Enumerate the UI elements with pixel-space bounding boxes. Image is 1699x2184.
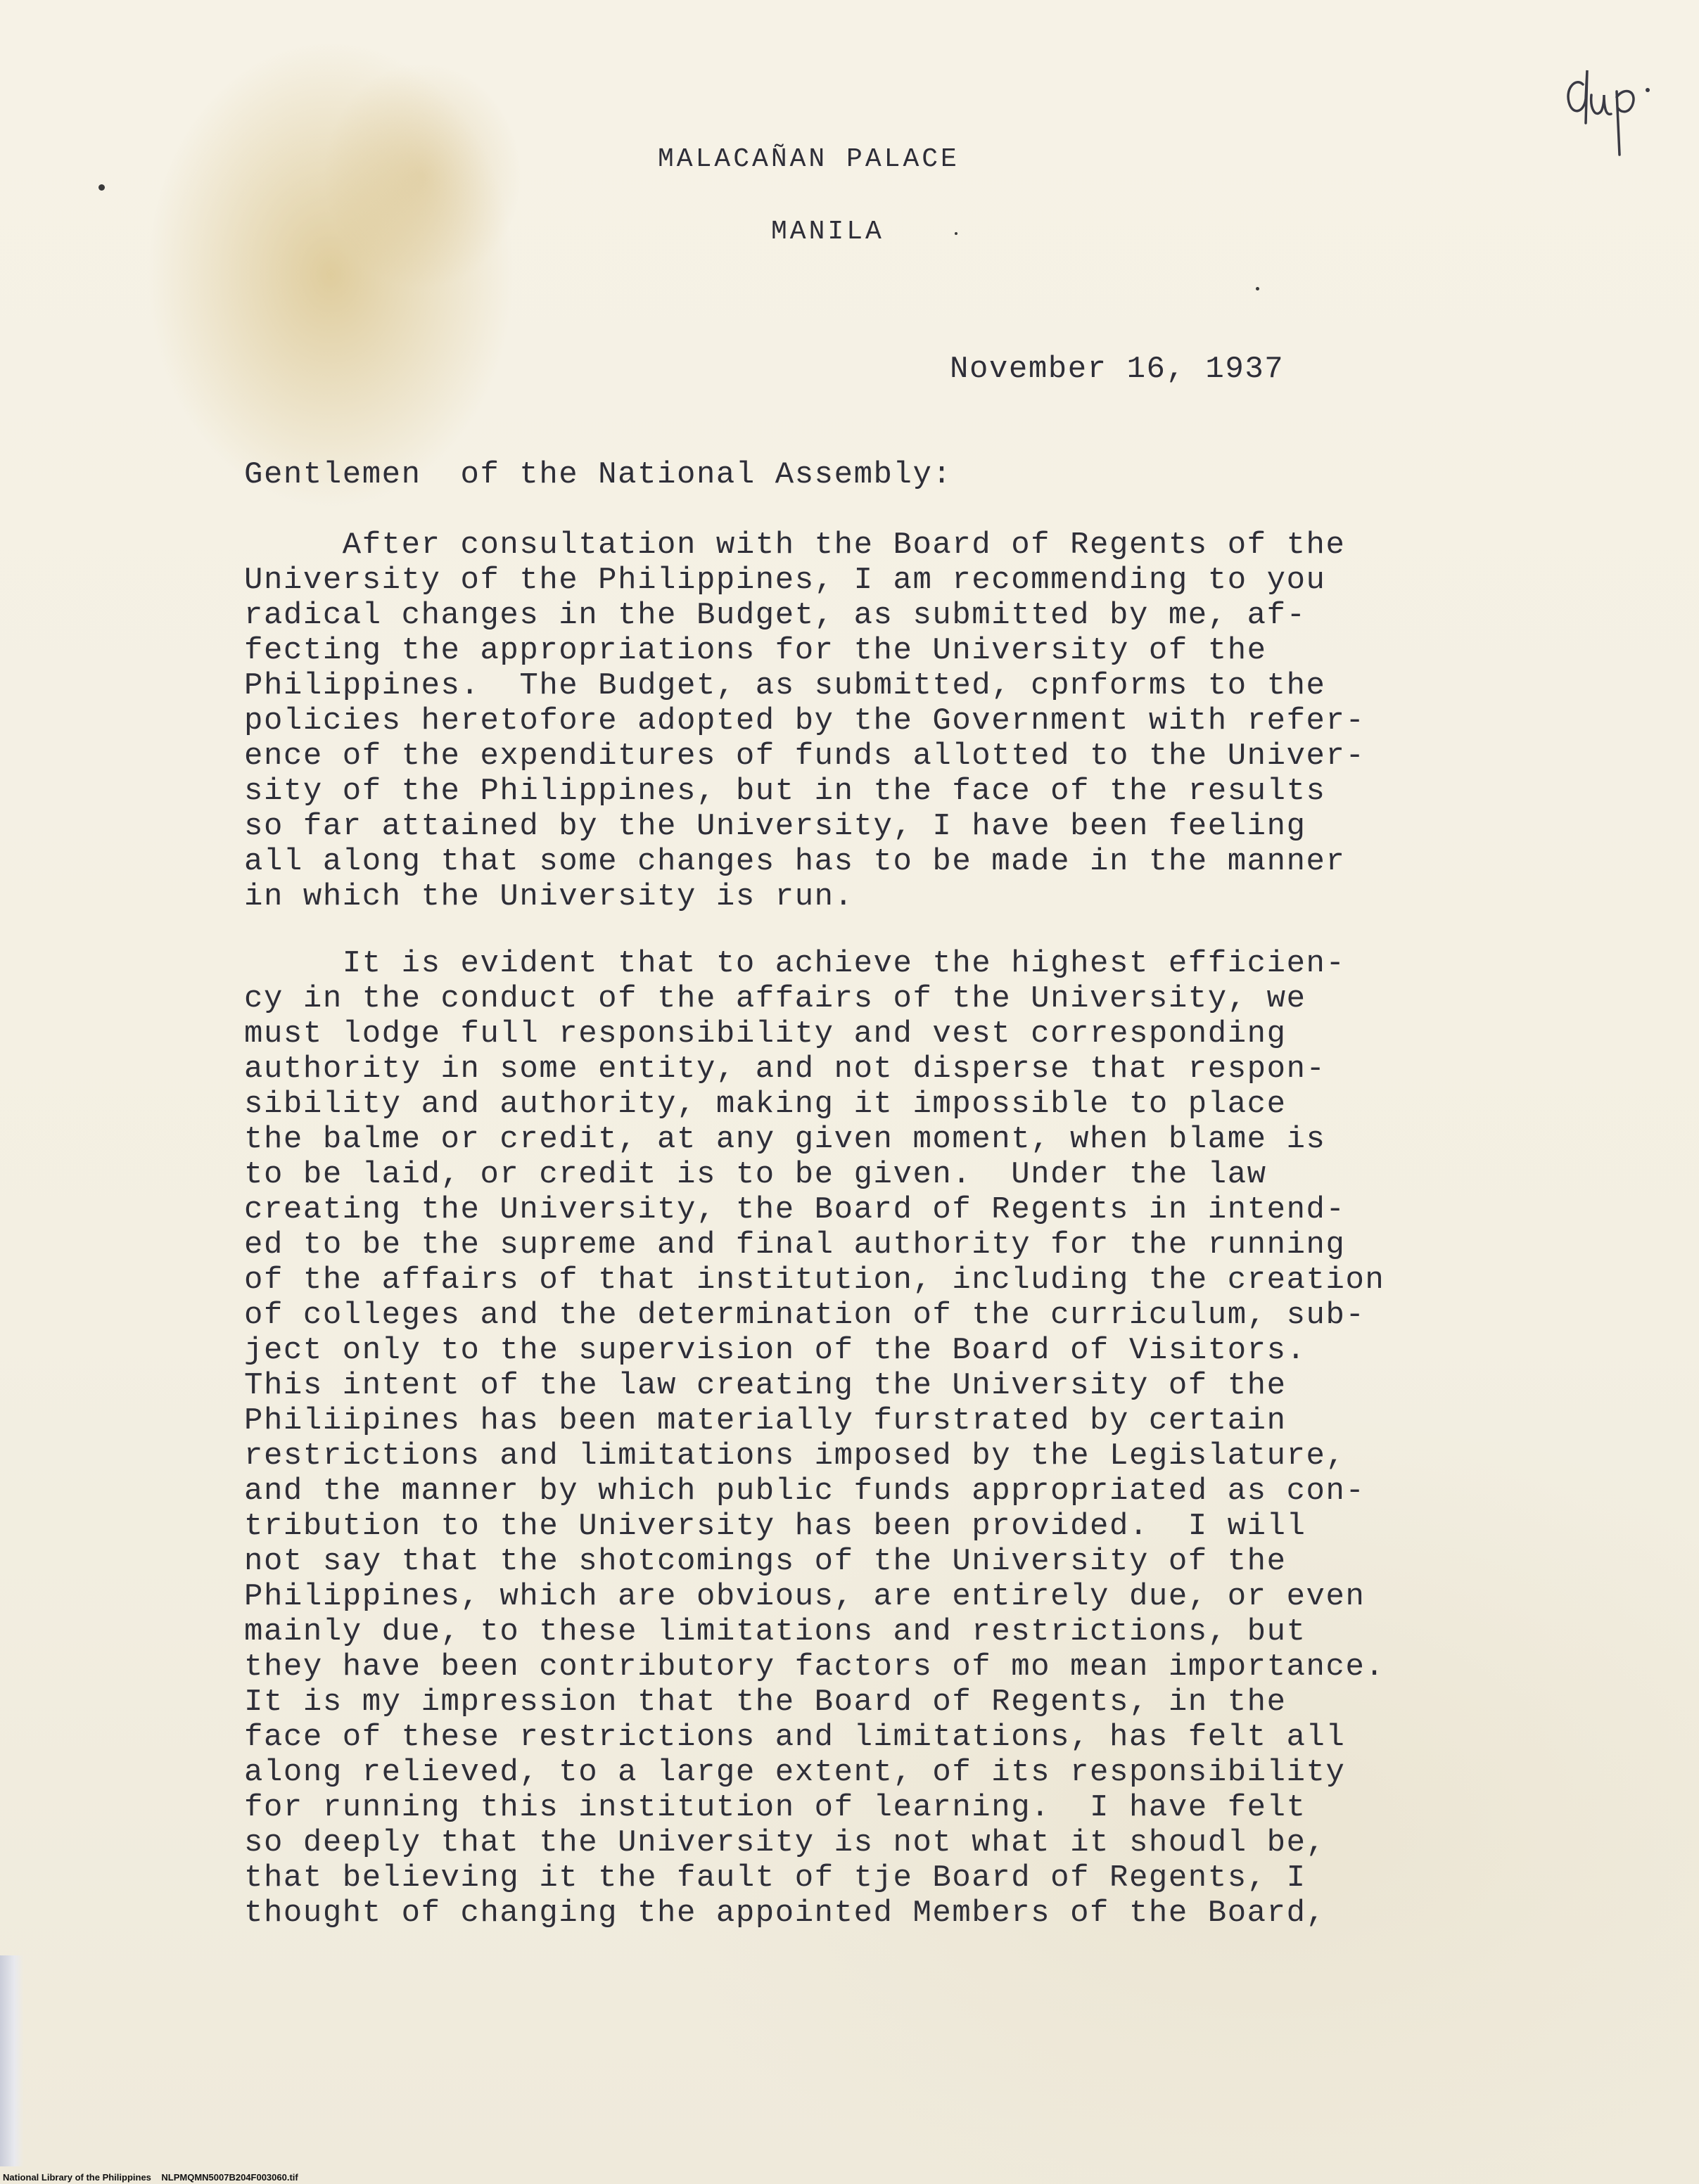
letterhead-title: MALACAÑAN PALACE (658, 144, 960, 174)
paragraph-line: radical changes in the Budget, as submitted by me, af- (244, 598, 1306, 633)
paragraph-line: for running this institution of learning. I have felt (244, 1790, 1306, 1825)
paragraph-line: all along that some changes has to be made in the manner (244, 844, 1346, 879)
paragraph-line: so far attained by the University, I have been feeling (244, 809, 1306, 844)
paragraph-line: policies heretofore adopted by the Government with refer- (244, 703, 1366, 739)
paragraph-line: It is my impression that the Board of Regents, in the (244, 1685, 1287, 1720)
paragraph-line: creating the University, the Board of Regents in intend- (244, 1192, 1346, 1227)
handwritten-dup-annotation (1555, 56, 1660, 162)
archive-file-id: NLPMQMN5007B204F003060.tif (161, 2172, 298, 2183)
paragraph-line: mainly due, to these limitations and restrictions, but (244, 1614, 1306, 1649)
paragraph-line: Philippines. The Budget, as submitted, cpnforms to the (244, 668, 1326, 703)
paragraph-line: cy in the conduct of the affairs of the University, we (244, 981, 1306, 1016)
paragraph-line: that believing it the fault of tje Board of Regents, I (244, 1860, 1306, 1896)
paragraph-line: of the affairs of that institution, including the creation (244, 1263, 1385, 1298)
paragraph-line: thought of changing the appointed Members of the Board, (244, 1896, 1326, 1931)
letter-date: November 16, 1937 (950, 352, 1285, 387)
paragraph-line: ence of the expenditures of funds allotted to the Univer- (244, 739, 1366, 774)
paragraph-line: and the manner by which public funds appropriated as con- (244, 1474, 1366, 1509)
paragraph-line: must lodge full responsibility and vest corresponding (244, 1016, 1287, 1052)
salutation: Gentlemen of the National Assembly: (244, 457, 953, 492)
paragraph-line: Philiipines has been materially furstrated by certain (244, 1403, 1287, 1438)
paragraph-line: sibility and authority, making it impossible to place (244, 1087, 1287, 1122)
paragraph-line: to be laid, or credit is to be given. Under the law (244, 1157, 1267, 1192)
paragraph-line: so deeply that the University is not what it shoudl be, (244, 1825, 1326, 1860)
paper-speck (1256, 287, 1259, 290)
letterhead-city: MANILA (771, 217, 884, 247)
paragraph-line: ject only to the supervision of the Board of Visitors. (244, 1333, 1306, 1368)
paragraph-line: ed to be the supreme and final authority for the running (244, 1227, 1346, 1263)
paragraph-line: of colleges and the determination of the curriculum, sub- (244, 1298, 1366, 1333)
paper-speck (955, 232, 957, 235)
paragraph-line: restrictions and limitations imposed by the Legislature, (244, 1438, 1346, 1474)
paragraph-line: After consultation with the Board of Regents of the (244, 528, 1346, 563)
paragraph-line: face of these restrictions and limitations, has felt all (244, 1720, 1346, 1755)
paragraph-line: in which the University is run. (244, 879, 854, 914)
paragraph-line: fecting the appropriations for the University of the (244, 633, 1267, 668)
paragraph-line: It is evident that to achieve the highest efficien- (244, 946, 1346, 981)
paragraph-line: not say that the shotcomings of the University of the (244, 1544, 1287, 1579)
paragraph-line: authority in some entity, and not disperse that respon- (244, 1052, 1326, 1087)
paragraph-line: along relieved, to a large extent, of its responsibility (244, 1755, 1346, 1790)
archive-footer (3, 2172, 298, 2183)
paragraph-line: University of the Philippines, I am recommending to you (244, 563, 1326, 598)
paragraph-line: This intent of the law creating the University of the (244, 1368, 1287, 1403)
paragraph-line: tribution to the University has been provided. I will (244, 1509, 1306, 1544)
paragraph-line: sity of the Philippines, but in the face of the results (244, 774, 1326, 809)
paper-speck (98, 184, 105, 191)
paragraph-line: they have been contributory factors of mo mean importance. (244, 1649, 1385, 1685)
paragraph-line: the balme or credit, at any given moment, when blame is (244, 1122, 1326, 1157)
archive-name: National Library of the Philippines (3, 2172, 151, 2183)
page-edge-curl (0, 1955, 24, 2166)
paragraph-line: Philippines, which are obvious, are entirely due, or even (244, 1579, 1366, 1614)
